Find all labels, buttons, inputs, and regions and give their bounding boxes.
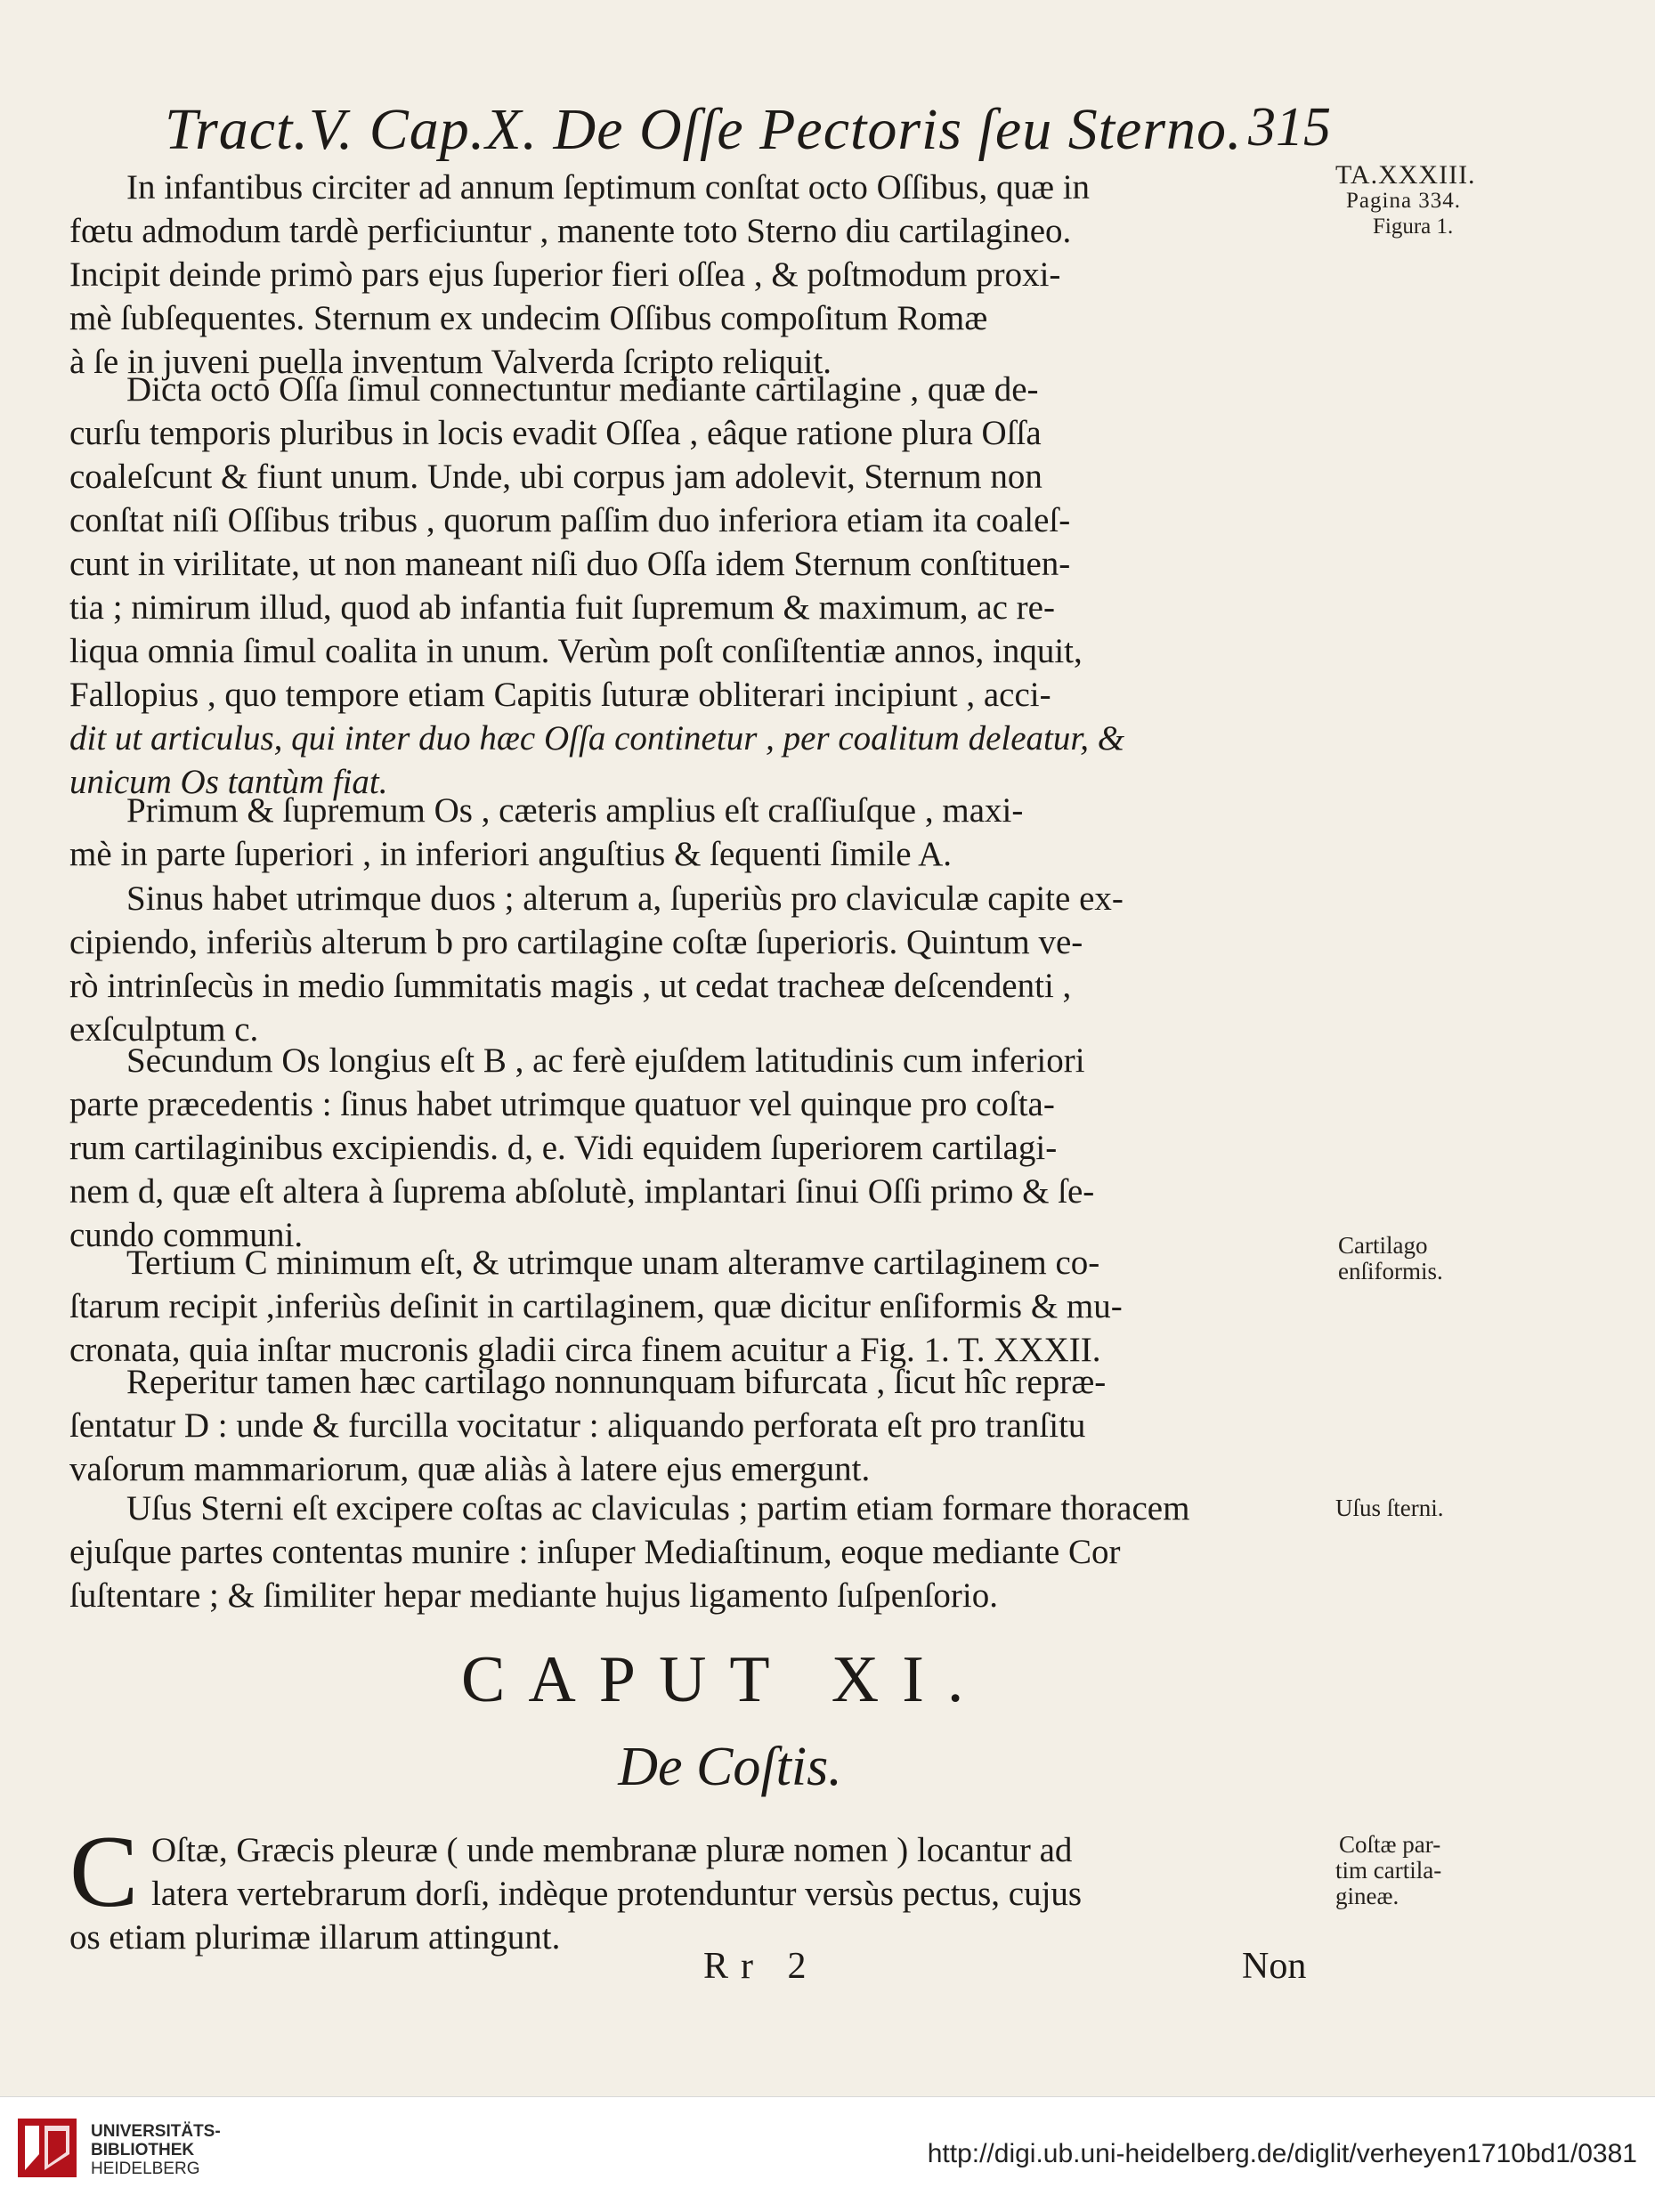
paragraph-7 <box>69 1360 1338 1491</box>
text-line: Secundum Os longius eſt B , ac ferè ejuſdem latitudinis cum inferiori <box>126 1041 1085 1080</box>
text-line: cronata, quia inſtar mucronis gladii circa finem acuitur a Fig. 1. T. XXXII. <box>69 1331 1101 1369</box>
text-line: Dicta octo Oſſa ſimul connectuntur mediante cartilagine , quæ de- <box>126 370 1039 409</box>
signature-mark: Rr 2 <box>703 1946 819 1987</box>
text-line: Oſtæ, Græcis pleuræ ( unde membranæ pluræ nomen ) locantur ad <box>151 1831 1073 1869</box>
text-line: Primum & ſupremum Os , cæteris amplius eſt craſſiuſque , maxi- <box>126 791 1024 830</box>
text-line: os etiam plurimæ illarum attingunt. <box>69 1918 561 1957</box>
text-line: nem d, quæ eſt altera à ſuprema abſolutè, implantari ſinui Oſſi primo & ſe- <box>69 1172 1095 1211</box>
margin-note-cartilago-line2: enſiformis. <box>1338 1258 1443 1284</box>
text-line: unicum Os tantùm fiat. <box>69 763 388 801</box>
text-line: mè ſubſequentes. Sternum ex undecim Oſſibus compoſitum Romæ <box>69 299 988 337</box>
text-line: rò intrinſecùs in medio ſummitatis magis , ut cedat tracheæ deſcendenti , <box>69 967 1072 1005</box>
paragraph-6 <box>69 1241 1338 1372</box>
text-line: ſtarum recipit ,inferiùs deſinit in cartilaginem, quæ dicitur enſiformis & mu- <box>69 1287 1123 1325</box>
text-line: Fallopius , quo tempore etiam Capitis ſuturæ obliterari incipiunt , acci- <box>69 676 1051 714</box>
margin-note-costae-line2: tim cartila- <box>1335 1857 1442 1884</box>
drop-cap: C <box>69 1815 139 1929</box>
margin-note-tab-ref: TA.XXXIII. <box>1335 160 1476 190</box>
chapter-subheading: De Coſtis. <box>618 1737 842 1797</box>
margin-note-pagina: Pagina 334. <box>1346 189 1462 213</box>
paragraph-8 <box>69 1487 1338 1617</box>
text-line: tia ; nimirum illud, quod ab infantia fuit ſupremum & maximum, ac re- <box>69 588 1055 627</box>
text-line: liqua omnia ſimul coalita in unum. Verùm poſt conſiſtentiæ annos, inquit, <box>69 632 1083 670</box>
margin-note-cartilago-line1: Cartilago <box>1338 1232 1428 1259</box>
text-line: coaleſcunt & fiunt unum. Unde, ubi corpus jam adolevit, Sternum non <box>69 458 1042 496</box>
text-line: dit ut articulus, qui inter duo hæc Oſſa continetur , per coalitum deleatur, & <box>69 719 1125 758</box>
text-line: mè in parte ſuperiori , in inferiori anguſtius & ſequenti ſimile A. <box>69 835 953 873</box>
library-name <box>91 2122 221 2178</box>
library-name-line1: UNIVERSITÄTS- <box>91 2122 221 2141</box>
text-line: exſculptum c. <box>69 1010 259 1049</box>
text-line: rum cartilaginibus excipiendis. d, e. Vidi equidem ſuperiorem cartilagi- <box>69 1129 1058 1167</box>
margin-note-costae-line1: Coſtæ par- <box>1339 1831 1441 1858</box>
paragraph-2 <box>69 368 1338 804</box>
source-url-link[interactable]: http://digi.ub.uni-heidelberg.de/diglit/verheyen1710bd1/0381 <box>927 2139 1637 2168</box>
running-head-title: Tract.V. Cap.X. De Oſſe Pectoris ſeu Sterno. <box>165 97 1243 162</box>
text-line: ejuſque partes contentas munire : inſuper Mediaſtinum, eoque mediante Cor <box>69 1533 1121 1571</box>
text-line: cundo communi. <box>69 1216 304 1254</box>
text-line: Uſus Sterni eſt excipere coſtas ac claviculas ; partim etiam formare thoracem <box>126 1489 1190 1527</box>
text-line: parte præcedentis : ſinus habet utrimque quatuor vel quinque pro coſta- <box>69 1085 1055 1123</box>
margin-note-usus-line: Uſus ſterni. <box>1335 1495 1444 1521</box>
margin-note-cartilago <box>1335 1233 1540 1284</box>
text-line: ſuſtentare ; & ſimiliter hepar mediante hujus ligamento ſuſpenſorio. <box>69 1576 998 1615</box>
text-line: curſu temporis pluribus in locis evadit Oſſea , eâque ratione plura Oſſa <box>69 414 1042 452</box>
paragraph-3 <box>69 789 1338 876</box>
catchword: Non <box>1242 1946 1307 1987</box>
text-line: fœtu admodum tardè perficiuntur , manente toto Sterno diu cartilagineo. <box>69 212 1072 250</box>
footer-bar <box>0 2096 1655 2212</box>
running-head <box>165 96 1331 162</box>
margin-note-costae <box>1335 1832 1540 1909</box>
text-line: Tertium C minimum eſt, & utrimque unam alteramve cartilaginem co- <box>126 1244 1100 1282</box>
text-line: Reperitur tamen hæc cartilago nonnunquam bifurcata , ſicut hîc repræ- <box>126 1363 1107 1401</box>
text-line: Sinus habet utrimque duos ; alterum a, ſuperiùs pro claviculæ capite ex- <box>126 879 1124 918</box>
paragraph-4 <box>69 877 1338 1051</box>
library-name-line3: HEIDELBERG <box>91 2159 200 2178</box>
paragraph-1 <box>69 166 1338 384</box>
text-line: Incipit deinde primò pars ejus ſuperior fieri oſſea , & poſtmodum proxi- <box>69 255 1061 294</box>
library-logo-icon <box>18 2119 77 2177</box>
library-name-line2: BIBLIOTHEK <box>91 2141 195 2159</box>
paragraph-5 <box>69 1039 1338 1257</box>
margin-note-tabula <box>1335 162 1540 239</box>
text-line: à ſe in juveni puella inventum Valverda ſcripto reliquit. <box>69 343 832 381</box>
text-line: cipiendo, inferiùs alterum b pro cartilagine coſtæ ſuperioris. Quintum ve- <box>69 923 1083 961</box>
chapter-heading: CAPUT XI. <box>461 1643 987 1716</box>
text-line: vaſorum mammariorum, quæ aliàs à latere ejus emergunt. <box>69 1450 871 1488</box>
text-line: cunt in virilitate, ut non maneant niſi duo Oſſa idem Sternum conſtituen- <box>69 545 1071 583</box>
text-line: latera vertebrarum dorſi, indèque protenduntur versùs pectus, cujus <box>151 1875 1083 1913</box>
margin-note-figura: Figura 1. <box>1373 215 1454 239</box>
margin-note-usus <box>1335 1495 1540 1521</box>
paragraph-9 <box>151 1828 1338 1916</box>
text-line: ſentatur D : unde & furcilla vocitatur : aliquando perforata eſt pro tranſitu <box>69 1406 1086 1445</box>
page-number: 315 <box>1248 97 1331 158</box>
text-line: conſtat niſi Oſſibus tribus , quorum paſſim duo inferiora etiam ita coaleſ- <box>69 501 1071 539</box>
text-line: In infantibus circiter ad annum ſeptimum conſtat octo Oſſibus, quæ in <box>126 168 1091 207</box>
margin-note-costae-line3: gineæ. <box>1335 1883 1399 1909</box>
